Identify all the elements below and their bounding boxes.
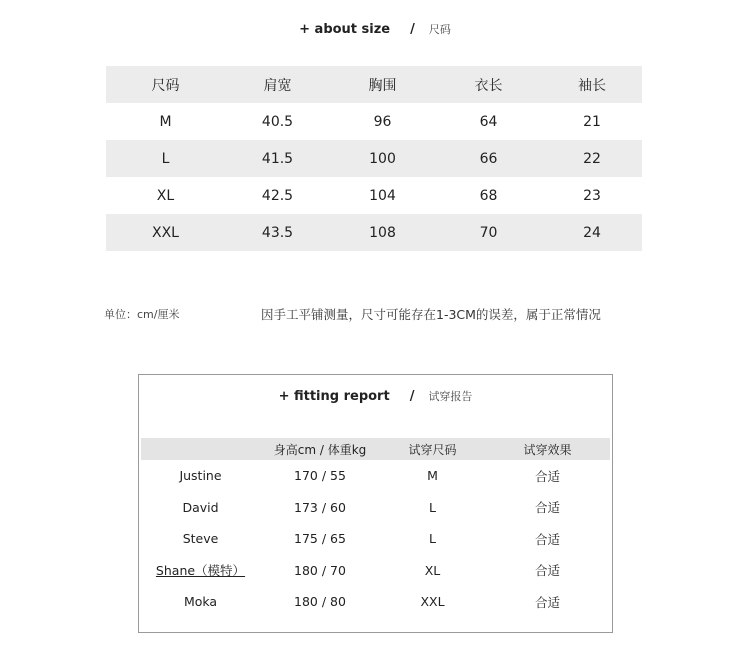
size-header-cell: 衣长	[435, 66, 542, 103]
size-cell: 108	[330, 214, 435, 251]
fit-result: 合适	[534, 531, 560, 547]
size-cell: 23	[583, 187, 601, 204]
size-cell: 100	[330, 140, 435, 177]
height-weight: 175 / 65	[294, 531, 346, 547]
size-header-cell: 胸围	[330, 66, 435, 103]
fitting-header-cell: 试穿效果	[485, 438, 610, 460]
size-cell: M	[159, 113, 172, 130]
fitting-table-header-row	[141, 438, 610, 460]
fitting-table-row	[141, 460, 610, 492]
fit-result: 合适	[534, 500, 560, 516]
size-section-header	[0, 21, 750, 37]
fitting-header-cell: 身高cm / 体重kg	[260, 438, 380, 460]
size-cell: XXL	[106, 214, 225, 251]
size-cell: L	[106, 140, 225, 177]
tester-name: Shane（模特）	[155, 563, 246, 579]
size-table-row	[106, 177, 642, 214]
size-cell: 96	[373, 113, 392, 130]
tester-name: Justine	[179, 468, 222, 484]
tried-size: XXL	[420, 594, 445, 610]
size-cell: 22	[542, 140, 642, 177]
tester-name: Steve	[182, 531, 219, 547]
size-cell: 64	[479, 113, 498, 130]
size-cell: 104	[369, 187, 396, 204]
tried-size: L	[429, 531, 436, 547]
fitting-header-cell: 试穿尺码	[380, 438, 485, 460]
fit-result: 合适	[534, 563, 560, 579]
size-cell: 40.5	[261, 113, 294, 130]
fitting-section-title: + fitting report	[278, 388, 390, 404]
fitting-section-slash: /	[409, 388, 415, 404]
tried-size: XL	[424, 562, 441, 578]
height-weight: 180 / 80	[294, 594, 346, 610]
size-header-cell: 肩宽	[225, 66, 330, 103]
size-section-subtitle: 尺码	[428, 23, 451, 36]
fitting-table-row	[141, 555, 610, 587]
fitting-section-subtitle: 试穿报告	[428, 390, 473, 403]
fitting-table-row	[141, 492, 610, 524]
tester-name-cell	[141, 555, 260, 587]
height-weight: 180 / 70	[294, 562, 346, 578]
size-header-cell: 尺码	[106, 66, 225, 103]
tester-name: David	[182, 499, 219, 515]
tester-name: Moka	[183, 594, 218, 610]
unit-label: 单位：cm/厘米	[104, 308, 180, 321]
measurement-note: 因手工平铺测量，尺寸可能存在1-3CM的误差，属于正常情况	[261, 307, 601, 322]
fitting-section-header	[139, 388, 612, 404]
fitting-table-row	[141, 523, 610, 555]
fitting-table-row	[141, 586, 610, 618]
size-cell: 42.5	[261, 187, 294, 204]
fitting-report-box	[138, 374, 613, 633]
size-section-title: + about size	[299, 21, 391, 37]
size-cell: 43.5	[225, 214, 330, 251]
fitting-header-cell	[141, 438, 260, 460]
fit-result: 合适	[534, 468, 560, 484]
size-cell: 24	[542, 214, 642, 251]
size-table	[106, 66, 642, 251]
size-cell: 66	[435, 140, 542, 177]
fit-result: 合适	[534, 594, 560, 610]
size-section-slash: /	[410, 21, 415, 37]
size-table-row	[106, 140, 642, 177]
height-weight: 173 / 60	[294, 499, 346, 515]
fitting-table	[141, 438, 610, 618]
size-cell: 68	[479, 187, 498, 204]
size-header-cell: 袖长	[542, 66, 642, 103]
size-table-row	[106, 214, 642, 251]
size-cell: 70	[435, 214, 542, 251]
size-table-row	[106, 103, 642, 140]
size-cell: 21	[583, 113, 601, 130]
height-weight: 170 / 55	[294, 468, 346, 484]
tried-size: M	[427, 468, 438, 484]
size-cell: XL	[156, 187, 175, 204]
size-table-header-row	[106, 66, 642, 103]
tried-size: L	[429, 499, 436, 515]
size-cell: 41.5	[225, 140, 330, 177]
